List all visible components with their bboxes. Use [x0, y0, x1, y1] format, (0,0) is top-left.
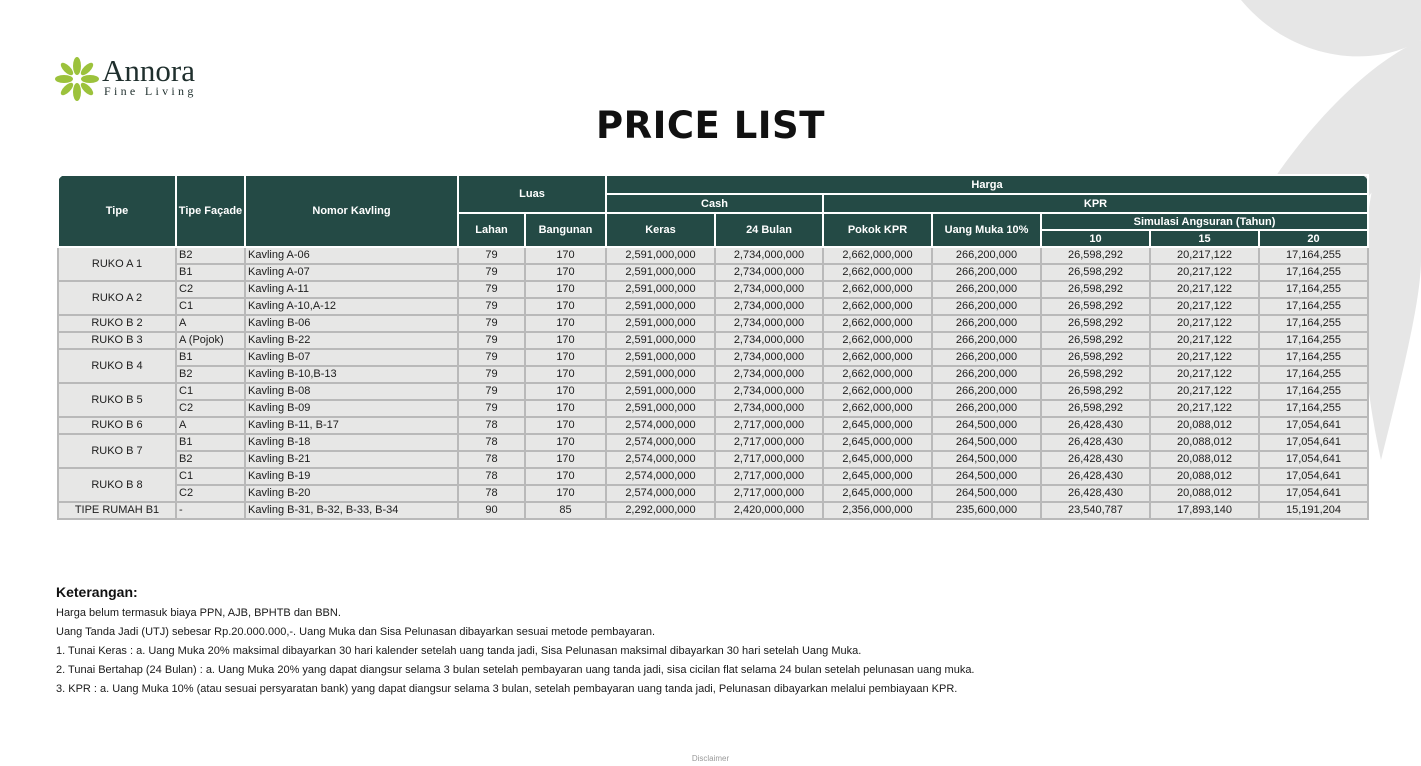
cell-kavling: Kavling A-10,A-12	[245, 298, 458, 315]
cell-year-10: 26,428,430	[1041, 485, 1150, 502]
table-row	[58, 247, 1368, 264]
cell-24-bulan: 2,734,000,000	[715, 264, 823, 281]
cell-facade: B1	[176, 434, 245, 451]
cell-pokok-kpr: 2,645,000,000	[823, 434, 932, 451]
header-kpr: KPR	[823, 194, 1368, 213]
cell-year-15: 20,088,012	[1150, 485, 1259, 502]
cell-pokok-kpr: 2,356,000,000	[823, 502, 932, 519]
cell-uang-muka: 266,200,000	[932, 400, 1041, 417]
cell-uang-muka: 235,600,000	[932, 502, 1041, 519]
cell-year-15: 20,088,012	[1150, 417, 1259, 434]
cell-year-15: 20,217,122	[1150, 247, 1259, 264]
cell-facade: A	[176, 315, 245, 332]
cell-tipe: RUKO A 2	[58, 281, 176, 315]
cell-year-15: 20,217,122	[1150, 264, 1259, 281]
table-row	[58, 468, 1368, 485]
cell-facade: -	[176, 502, 245, 519]
cell-year-20: 17,164,255	[1259, 349, 1368, 366]
cell-year-15: 20,088,012	[1150, 468, 1259, 485]
cell-24-bulan: 2,734,000,000	[715, 315, 823, 332]
header-24-bulan: 24 Bulan	[715, 213, 823, 247]
header-luas: Luas	[458, 175, 606, 213]
cell-keras: 2,591,000,000	[606, 298, 715, 315]
brand-tagline: Fine Living	[104, 84, 197, 98]
cell-kavling: Kavling B-22	[245, 332, 458, 349]
cell-pokok-kpr: 2,662,000,000	[823, 332, 932, 349]
brand-name: Annora	[102, 53, 195, 88]
cell-year-10: 26,598,292	[1041, 332, 1150, 349]
cell-lahan: 79	[458, 281, 525, 298]
cell-bangunan: 170	[525, 315, 606, 332]
cell-keras: 2,574,000,000	[606, 434, 715, 451]
cell-24-bulan: 2,717,000,000	[715, 485, 823, 502]
cell-kavling: Kavling B-18	[245, 434, 458, 451]
table-row	[58, 349, 1368, 366]
cell-year-20: 17,164,255	[1259, 264, 1368, 281]
cell-year-10: 26,598,292	[1041, 349, 1150, 366]
cell-keras: 2,591,000,000	[606, 264, 715, 281]
cell-kavling: Kavling B-21	[245, 451, 458, 468]
cell-pokok-kpr: 2,662,000,000	[823, 315, 932, 332]
cell-bangunan: 170	[525, 247, 606, 264]
cell-bangunan: 170	[525, 485, 606, 502]
cell-lahan: 78	[458, 468, 525, 485]
cell-facade: A	[176, 417, 245, 434]
table-row	[58, 451, 1368, 468]
cell-uang-muka: 264,500,000	[932, 485, 1041, 502]
note-line: 3. KPR : a. Uang Muka 10% (atau sesuai persyaratan bank) yang dapat diangsur selama 3 bulan, setelah pembayaran uang tanda jadi, Pelunasan dibayarkan melalui pembiayaan KPR.	[56, 683, 958, 695]
cell-24-bulan: 2,734,000,000	[715, 400, 823, 417]
price-table	[57, 174, 1369, 520]
cell-facade: C2	[176, 485, 245, 502]
note-line: 2. Tunai Bertahap (24 Bulan) : a. Uang Muka 20% yang dapat diangsur selama 3 bulan setelah pembayaran uang tanda jadi, sisa cicilan flat selama 24 bulan setelah pelunasan uang muka.	[56, 664, 975, 676]
cell-facade: C2	[176, 400, 245, 417]
cell-year-20: 17,054,641	[1259, 485, 1368, 502]
header-simulasi: Simulasi Angsuran (Tahun)	[1041, 213, 1368, 230]
cell-24-bulan: 2,734,000,000	[715, 366, 823, 383]
header-uang-muka: Uang Muka 10%	[932, 213, 1041, 247]
header-bangunan: Bangunan	[525, 213, 606, 247]
table-row	[58, 383, 1368, 400]
cell-bangunan: 170	[525, 366, 606, 383]
cell-kavling: Kavling B-10,B-13	[245, 366, 458, 383]
cell-year-20: 15,191,204	[1259, 502, 1368, 519]
cell-pokok-kpr: 2,662,000,000	[823, 383, 932, 400]
cell-year-20: 17,054,641	[1259, 468, 1368, 485]
cell-tipe: RUKO B 7	[58, 434, 176, 468]
cell-year-10: 26,428,430	[1041, 451, 1150, 468]
cell-uang-muka: 264,500,000	[932, 434, 1041, 451]
cell-tipe: RUKO A 1	[58, 247, 176, 281]
cell-bangunan: 170	[525, 434, 606, 451]
cell-year-15: 20,217,122	[1150, 281, 1259, 298]
leaf-logo-icon	[54, 56, 100, 102]
cell-kavling: Kavling B-07	[245, 349, 458, 366]
cell-24-bulan: 2,734,000,000	[715, 332, 823, 349]
cell-uang-muka: 266,200,000	[932, 247, 1041, 264]
table-row	[58, 366, 1368, 383]
cell-lahan: 79	[458, 332, 525, 349]
cell-lahan: 79	[458, 400, 525, 417]
cell-year-10: 26,598,292	[1041, 366, 1150, 383]
cell-tipe: RUKO B 5	[58, 383, 176, 417]
cell-uang-muka: 264,500,000	[932, 417, 1041, 434]
cell-year-10: 26,428,430	[1041, 434, 1150, 451]
header-keras: Keras	[606, 213, 715, 247]
cell-lahan: 79	[458, 366, 525, 383]
cell-year-20: 17,054,641	[1259, 451, 1368, 468]
table-row	[58, 281, 1368, 298]
cell-pokok-kpr: 2,662,000,000	[823, 298, 932, 315]
header-cash: Cash	[606, 194, 823, 213]
cell-24-bulan: 2,717,000,000	[715, 451, 823, 468]
cell-lahan: 78	[458, 434, 525, 451]
cell-tipe: RUKO B 4	[58, 349, 176, 383]
cell-year-10: 26,598,292	[1041, 264, 1150, 281]
cell-pokok-kpr: 2,645,000,000	[823, 451, 932, 468]
cell-year-20: 17,164,255	[1259, 315, 1368, 332]
header-lahan: Lahan	[458, 213, 525, 247]
cell-uang-muka: 264,500,000	[932, 468, 1041, 485]
page-title: PRICE LIST	[596, 104, 825, 147]
cell-year-20: 17,054,641	[1259, 417, 1368, 434]
cell-24-bulan: 2,734,000,000	[715, 281, 823, 298]
cell-lahan: 78	[458, 451, 525, 468]
cell-lahan: 90	[458, 502, 525, 519]
cell-uang-muka: 266,200,000	[932, 315, 1041, 332]
disclaimer-text: Disclaimer	[691, 754, 730, 763]
cell-uang-muka: 266,200,000	[932, 349, 1041, 366]
note-line: Harga belum termasuk biaya PPN, AJB, BPHTB dan BBN.	[56, 607, 341, 619]
cell-facade: C1	[176, 468, 245, 485]
cell-facade: A (Pojok)	[176, 332, 245, 349]
cell-keras: 2,574,000,000	[606, 417, 715, 434]
cell-uang-muka: 266,200,000	[932, 332, 1041, 349]
table-row	[58, 434, 1368, 451]
cell-keras: 2,591,000,000	[606, 366, 715, 383]
note-line: Uang Tanda Jadi (UTJ) sebesar Rp.20.000.000,-. Uang Muka dan Sisa Pelunasan dibayarkan sesuai metode pembayaran.	[56, 626, 656, 638]
cell-keras: 2,591,000,000	[606, 383, 715, 400]
cell-keras: 2,591,000,000	[606, 400, 715, 417]
cell-uang-muka: 266,200,000	[932, 366, 1041, 383]
cell-year-10: 26,598,292	[1041, 315, 1150, 332]
header-pokok-kpr: Pokok KPR	[823, 213, 932, 247]
cell-uang-muka: 266,200,000	[932, 383, 1041, 400]
cell-year-15: 20,217,122	[1150, 400, 1259, 417]
cell-pokok-kpr: 2,662,000,000	[823, 400, 932, 417]
header-nomor-kavling: Nomor Kavling	[245, 175, 458, 247]
cell-lahan: 79	[458, 264, 525, 281]
cell-24-bulan: 2,717,000,000	[715, 417, 823, 434]
cell-year-10: 26,598,292	[1041, 400, 1150, 417]
cell-year-20: 17,164,255	[1259, 281, 1368, 298]
cell-tipe: TIPE RUMAH B1	[58, 502, 176, 519]
table-row	[58, 264, 1368, 281]
cell-kavling: Kavling A-07	[245, 264, 458, 281]
cell-facade: B1	[176, 264, 245, 281]
price-table-container	[57, 174, 1367, 520]
cell-24-bulan: 2,420,000,000	[715, 502, 823, 519]
cell-kavling: Kavling B-20	[245, 485, 458, 502]
cell-bangunan: 170	[525, 468, 606, 485]
cell-pokok-kpr: 2,645,000,000	[823, 417, 932, 434]
cell-24-bulan: 2,717,000,000	[715, 434, 823, 451]
cell-pokok-kpr: 2,662,000,000	[823, 247, 932, 264]
cell-kavling: Kavling B-31, B-32, B-33, B-34	[245, 502, 458, 519]
cell-kavling: Kavling A-06	[245, 247, 458, 264]
cell-year-20: 17,164,255	[1259, 247, 1368, 264]
cell-year-15: 20,217,122	[1150, 383, 1259, 400]
cell-24-bulan: 2,734,000,000	[715, 298, 823, 315]
notes-section	[56, 584, 1356, 699]
notes-title: Keterangan:	[56, 584, 138, 600]
cell-year-20: 17,164,255	[1259, 400, 1368, 417]
cell-uang-muka: 266,200,000	[932, 281, 1041, 298]
cell-year-10: 26,598,292	[1041, 383, 1150, 400]
header-year-15: 15	[1150, 230, 1259, 247]
cell-year-10: 26,598,292	[1041, 298, 1150, 315]
cell-bangunan: 170	[525, 451, 606, 468]
cell-year-20: 17,164,255	[1259, 366, 1368, 383]
cell-uang-muka: 266,200,000	[932, 264, 1041, 281]
cell-year-15: 20,217,122	[1150, 298, 1259, 315]
cell-year-10: 23,540,787	[1041, 502, 1150, 519]
header-tipe: Tipe	[58, 175, 176, 247]
cell-lahan: 79	[458, 315, 525, 332]
cell-year-20: 17,164,255	[1259, 383, 1368, 400]
table-row	[58, 315, 1368, 332]
table-row	[58, 502, 1368, 519]
cell-keras: 2,574,000,000	[606, 485, 715, 502]
cell-keras: 2,591,000,000	[606, 349, 715, 366]
cell-lahan: 79	[458, 349, 525, 366]
cell-facade: C2	[176, 281, 245, 298]
cell-facade: B2	[176, 451, 245, 468]
header-tipe-facade: Tipe Façade	[176, 175, 245, 247]
cell-pokok-kpr: 2,662,000,000	[823, 264, 932, 281]
cell-year-10: 26,428,430	[1041, 468, 1150, 485]
header-harga: Harga	[606, 175, 1368, 194]
cell-lahan: 78	[458, 485, 525, 502]
cell-bangunan: 170	[525, 298, 606, 315]
cell-pokok-kpr: 2,645,000,000	[823, 485, 932, 502]
cell-year-15: 20,217,122	[1150, 315, 1259, 332]
cell-kavling: Kavling B-09	[245, 400, 458, 417]
cell-kavling: Kavling B-11, B-17	[245, 417, 458, 434]
cell-24-bulan: 2,734,000,000	[715, 383, 823, 400]
cell-facade: B1	[176, 349, 245, 366]
cell-lahan: 79	[458, 247, 525, 264]
cell-kavling: Kavling A-11	[245, 281, 458, 298]
cell-pokok-kpr: 2,645,000,000	[823, 468, 932, 485]
cell-year-15: 20,088,012	[1150, 451, 1259, 468]
cell-lahan: 79	[458, 383, 525, 400]
cell-24-bulan: 2,734,000,000	[715, 349, 823, 366]
cell-pokok-kpr: 2,662,000,000	[823, 349, 932, 366]
cell-pokok-kpr: 2,662,000,000	[823, 281, 932, 298]
cell-tipe: RUKO B 2	[58, 315, 176, 332]
cell-lahan: 79	[458, 298, 525, 315]
cell-facade: B2	[176, 247, 245, 264]
cell-year-20: 17,054,641	[1259, 434, 1368, 451]
cell-year-10: 26,598,292	[1041, 281, 1150, 298]
cell-bangunan: 170	[525, 400, 606, 417]
cell-bangunan: 170	[525, 264, 606, 281]
cell-keras: 2,591,000,000	[606, 315, 715, 332]
table-row	[58, 400, 1368, 417]
cell-bangunan: 85	[525, 502, 606, 519]
cell-tipe: RUKO B 6	[58, 417, 176, 434]
cell-kavling: Kavling B-08	[245, 383, 458, 400]
cell-year-20: 17,164,255	[1259, 298, 1368, 315]
cell-bangunan: 170	[525, 383, 606, 400]
cell-year-15: 20,088,012	[1150, 434, 1259, 451]
cell-year-10: 26,428,430	[1041, 417, 1150, 434]
cell-bangunan: 170	[525, 332, 606, 349]
cell-keras: 2,591,000,000	[606, 281, 715, 298]
cell-uang-muka: 266,200,000	[932, 298, 1041, 315]
cell-keras: 2,292,000,000	[606, 502, 715, 519]
cell-tipe: RUKO B 3	[58, 332, 176, 349]
header-year-10: 10	[1041, 230, 1150, 247]
cell-facade: C1	[176, 298, 245, 315]
cell-facade: B2	[176, 366, 245, 383]
table-row	[58, 485, 1368, 502]
cell-keras: 2,591,000,000	[606, 332, 715, 349]
cell-year-15: 20,217,122	[1150, 349, 1259, 366]
note-line: 1. Tunai Keras : a. Uang Muka 20% maksimal dibayarkan 30 hari kalender setelah uang tanda jadi, Sisa Pelunasan maksimal dibayarkan 30 hari setelah Uang Muka.	[56, 645, 862, 657]
table-row	[58, 332, 1368, 349]
cell-pokok-kpr: 2,662,000,000	[823, 366, 932, 383]
cell-keras: 2,574,000,000	[606, 451, 715, 468]
cell-tipe: RUKO B 8	[58, 468, 176, 502]
cell-kavling: Kavling B-06	[245, 315, 458, 332]
cell-keras: 2,591,000,000	[606, 247, 715, 264]
cell-24-bulan: 2,717,000,000	[715, 468, 823, 485]
cell-year-15: 17,893,140	[1150, 502, 1259, 519]
table-row	[58, 417, 1368, 434]
header-year-20: 20	[1259, 230, 1368, 247]
table-row	[58, 298, 1368, 315]
cell-24-bulan: 2,734,000,000	[715, 247, 823, 264]
cell-bangunan: 170	[525, 349, 606, 366]
cell-keras: 2,574,000,000	[606, 468, 715, 485]
cell-facade: C1	[176, 383, 245, 400]
cell-bangunan: 170	[525, 417, 606, 434]
cell-kavling: Kavling B-19	[245, 468, 458, 485]
cell-bangunan: 170	[525, 281, 606, 298]
cell-year-10: 26,598,292	[1041, 247, 1150, 264]
cell-lahan: 78	[458, 417, 525, 434]
cell-uang-muka: 264,500,000	[932, 451, 1041, 468]
cell-year-20: 17,164,255	[1259, 332, 1368, 349]
cell-year-15: 20,217,122	[1150, 366, 1259, 383]
cell-year-15: 20,217,122	[1150, 332, 1259, 349]
